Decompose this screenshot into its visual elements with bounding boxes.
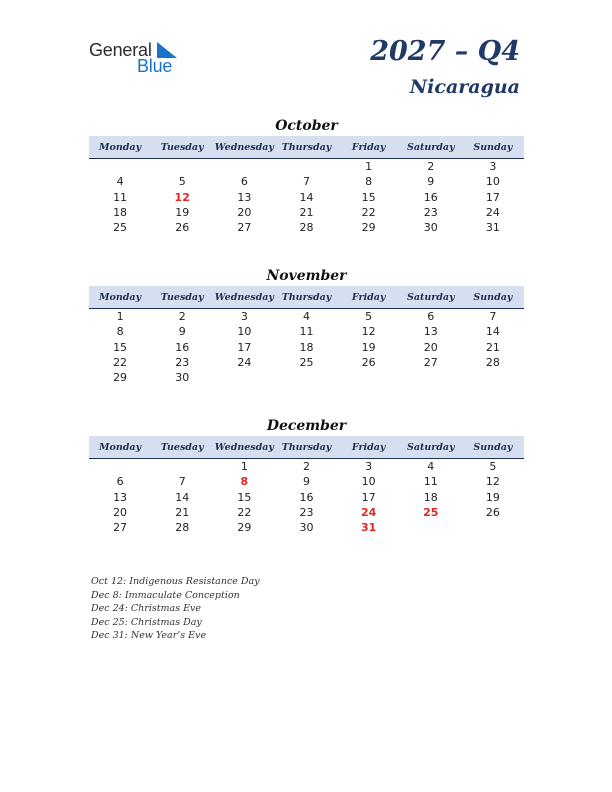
day-cell: 19 bbox=[175, 206, 190, 220]
day-cell: 5 bbox=[489, 460, 497, 474]
day-cell: 29 bbox=[113, 371, 128, 385]
weekday-header bbox=[89, 436, 524, 459]
day-cell: 6 bbox=[240, 175, 248, 189]
day-cell: 14 bbox=[485, 325, 500, 339]
weekday-label: Sunday bbox=[473, 291, 513, 303]
day-cell: 23 bbox=[175, 356, 190, 370]
week-row bbox=[89, 309, 524, 324]
day-cell: 12 bbox=[485, 475, 500, 489]
month-november bbox=[89, 266, 524, 385]
day-cell: 13 bbox=[237, 190, 252, 204]
day-cell: 22 bbox=[113, 356, 128, 370]
day-cell: 4 bbox=[427, 460, 435, 474]
day-cell: 24 bbox=[237, 356, 252, 370]
page-title: 2027 – Q4 bbox=[370, 36, 520, 67]
day-cell: 10 bbox=[361, 475, 376, 489]
day-cell: 15 bbox=[113, 340, 128, 354]
month-name: October bbox=[275, 118, 338, 134]
day-cell: 5 bbox=[365, 310, 373, 324]
day-cell: 12 bbox=[361, 325, 376, 339]
weekday-label: Thursday bbox=[281, 141, 332, 153]
day-cell: 26 bbox=[175, 221, 190, 235]
month-december bbox=[89, 416, 524, 535]
holiday-note: Oct 12: Indigenous Resistance Day bbox=[91, 576, 260, 587]
day-cell: 13 bbox=[423, 325, 438, 339]
day-cell: 9 bbox=[302, 475, 310, 489]
week-row bbox=[89, 159, 524, 174]
day-cell: 2 bbox=[427, 160, 435, 174]
day-cell: 9 bbox=[427, 175, 435, 189]
day-cell: 28 bbox=[299, 221, 314, 235]
day-cell: 14 bbox=[299, 190, 314, 204]
weekday-label: Monday bbox=[99, 291, 142, 303]
weekday-label: Saturday bbox=[406, 291, 455, 303]
week-row bbox=[89, 505, 524, 520]
weekday-header bbox=[89, 136, 524, 159]
holiday-day-cell: 24 bbox=[360, 506, 377, 520]
weekday-label: Friday bbox=[351, 441, 386, 453]
generalblue-logo bbox=[89, 40, 189, 80]
day-cell: 2 bbox=[178, 310, 186, 324]
day-cell: 16 bbox=[299, 490, 314, 504]
holiday-note: Dec 24: Christmas Eve bbox=[91, 603, 202, 615]
weekday-label: Sunday bbox=[473, 441, 513, 453]
weekday-label: Monday bbox=[99, 141, 142, 153]
day-cell: 21 bbox=[485, 340, 500, 354]
day-cell: 17 bbox=[237, 340, 252, 354]
week-row bbox=[89, 520, 524, 535]
day-cell: 26 bbox=[485, 506, 500, 520]
weekday-label: Saturday bbox=[406, 141, 455, 153]
weekday-label: Saturday bbox=[406, 441, 455, 453]
day-cell: 27 bbox=[237, 221, 252, 235]
weekday-label: Thursday bbox=[281, 441, 332, 453]
day-cell: 9 bbox=[178, 325, 186, 339]
week-row bbox=[89, 205, 524, 220]
week-row bbox=[89, 190, 524, 205]
day-cell: 8 bbox=[365, 175, 373, 189]
day-cell: 6 bbox=[427, 310, 435, 324]
day-cell: 30 bbox=[175, 371, 190, 385]
holiday-day-cell: 8 bbox=[240, 475, 249, 489]
day-cell: 21 bbox=[175, 506, 190, 520]
day-cell: 15 bbox=[237, 490, 252, 504]
day-cell: 2 bbox=[302, 460, 310, 474]
day-cell: 27 bbox=[113, 521, 128, 535]
week-row bbox=[89, 459, 524, 474]
day-cell: 29 bbox=[237, 521, 252, 535]
weekday-label: Tuesday bbox=[160, 441, 204, 453]
day-cell: 3 bbox=[365, 460, 373, 474]
day-cell: 18 bbox=[423, 490, 438, 504]
day-cell: 7 bbox=[489, 310, 497, 324]
day-cell: 27 bbox=[423, 356, 438, 370]
day-cell: 19 bbox=[485, 490, 500, 504]
weekday-label: Wednesday bbox=[214, 141, 274, 153]
weekday-label: Friday bbox=[351, 291, 386, 303]
day-cell: 18 bbox=[113, 206, 128, 220]
day-cell: 11 bbox=[299, 325, 314, 339]
day-cell: 22 bbox=[361, 206, 376, 220]
day-cell: 17 bbox=[361, 490, 376, 504]
day-cell: 13 bbox=[113, 490, 128, 504]
country-name: Nicaragua bbox=[409, 76, 520, 98]
day-cell: 23 bbox=[299, 506, 314, 520]
week-row bbox=[89, 474, 524, 489]
logo-blue-text: Blue bbox=[137, 56, 173, 76]
week-row bbox=[89, 340, 524, 355]
holiday-day-cell: 31 bbox=[360, 521, 377, 535]
day-cell: 10 bbox=[485, 175, 500, 189]
day-cell: 4 bbox=[302, 310, 310, 324]
weekday-label: Thursday bbox=[281, 291, 332, 303]
day-cell: 3 bbox=[240, 310, 248, 324]
week-row bbox=[89, 355, 524, 370]
day-cell: 25 bbox=[113, 221, 128, 235]
day-cell: 28 bbox=[175, 521, 190, 535]
holiday-notes bbox=[91, 575, 491, 643]
weekday-label: Tuesday bbox=[160, 141, 204, 153]
day-cell: 25 bbox=[299, 356, 314, 370]
day-cell: 28 bbox=[485, 356, 500, 370]
holiday-note: Dec 25: Christmas Day bbox=[91, 616, 202, 628]
day-cell: 29 bbox=[361, 221, 376, 235]
day-cell: 4 bbox=[116, 175, 124, 189]
weekday-label: Tuesday bbox=[160, 291, 204, 303]
holiday-note: Dec 31: New Year’s Eve bbox=[91, 630, 207, 642]
weekday-header bbox=[89, 286, 524, 309]
day-cell: 30 bbox=[299, 521, 314, 535]
day-cell: 3 bbox=[489, 160, 497, 174]
day-cell: 1 bbox=[116, 310, 124, 324]
day-cell: 10 bbox=[237, 325, 252, 339]
day-cell: 31 bbox=[485, 221, 500, 235]
day-cell: 1 bbox=[240, 460, 248, 474]
day-cell: 16 bbox=[175, 340, 190, 354]
day-cell: 30 bbox=[423, 221, 438, 235]
weekday-label: Wednesday bbox=[214, 291, 274, 303]
day-cell: 20 bbox=[113, 506, 128, 520]
holiday-day-cell: 12 bbox=[174, 190, 190, 204]
day-cell: 11 bbox=[423, 475, 438, 489]
day-cell: 5 bbox=[178, 175, 186, 189]
day-cell: 20 bbox=[423, 340, 438, 354]
day-cell: 20 bbox=[237, 206, 252, 220]
weekday-label: Wednesday bbox=[214, 441, 274, 453]
day-cell: 6 bbox=[116, 475, 124, 489]
day-cell: 21 bbox=[299, 206, 314, 220]
week-row bbox=[89, 324, 524, 339]
month-name: November bbox=[266, 268, 347, 284]
day-cell: 7 bbox=[178, 475, 186, 489]
day-cell: 14 bbox=[175, 490, 190, 504]
day-cell: 1 bbox=[365, 160, 373, 174]
logo-general-text: General bbox=[89, 40, 152, 60]
month-name: December bbox=[266, 418, 347, 434]
week-row bbox=[89, 490, 524, 505]
weekday-label: Monday bbox=[99, 441, 142, 453]
day-cell: 23 bbox=[423, 206, 438, 220]
weekday-label: Sunday bbox=[473, 141, 513, 153]
day-cell: 24 bbox=[485, 206, 500, 220]
day-cell: 26 bbox=[361, 356, 376, 370]
holiday-day-cell: 25 bbox=[423, 506, 439, 520]
weekday-label: Friday bbox=[351, 141, 386, 153]
day-cell: 8 bbox=[116, 325, 124, 339]
day-cell: 11 bbox=[113, 190, 128, 204]
day-cell: 7 bbox=[302, 175, 310, 189]
week-row bbox=[89, 220, 524, 235]
week-row bbox=[89, 370, 524, 385]
week-row bbox=[89, 174, 524, 189]
day-cell: 16 bbox=[423, 190, 438, 204]
day-cell: 19 bbox=[361, 340, 376, 354]
day-cell: 15 bbox=[361, 190, 376, 204]
holiday-note: Dec 8: Immaculate Conception bbox=[91, 589, 240, 601]
month-october bbox=[89, 116, 524, 235]
day-cell: 18 bbox=[299, 340, 314, 354]
day-cell: 22 bbox=[237, 506, 252, 520]
day-cell: 17 bbox=[485, 190, 500, 204]
